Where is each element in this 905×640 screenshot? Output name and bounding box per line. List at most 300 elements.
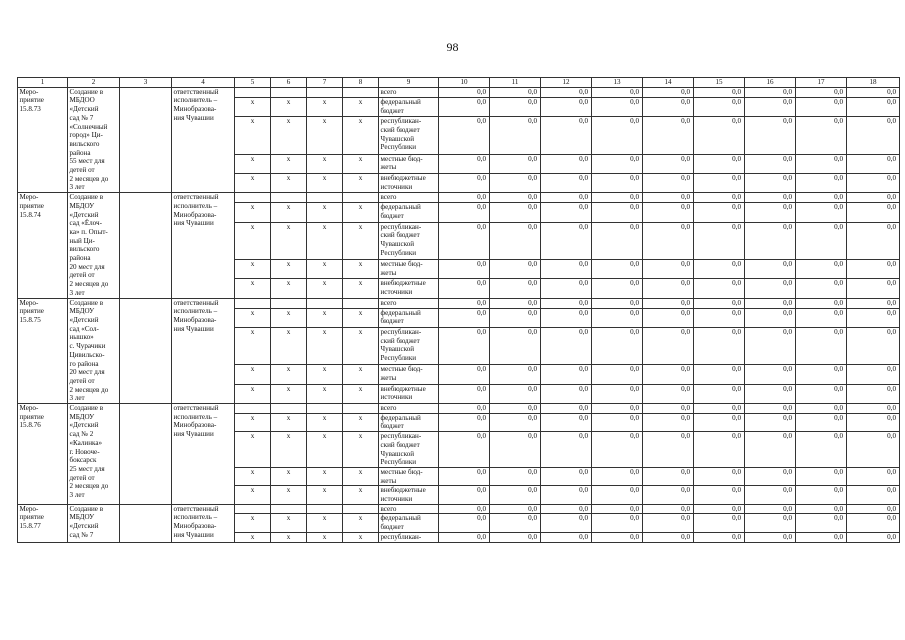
value-cell: 0,0 [847,222,900,259]
value-cell: 0,0 [643,532,694,542]
value-cell: 0,0 [439,514,490,532]
code-cell: x [307,117,343,154]
measure-id-cell: Меро- приятие 15.8.77 [18,504,68,542]
value-cell: 0,0 [592,279,643,298]
value-cell: 0,0 [694,117,745,154]
code-cell [343,193,379,203]
empty-cell [120,87,172,192]
value-cell: 0,0 [643,327,694,364]
code-cell: x [271,308,307,327]
value-cell: 0,0 [745,486,796,504]
code-cell [271,193,307,203]
value-cell: 0,0 [439,308,490,327]
value-cell: 0,0 [439,279,490,298]
code-cell [271,504,307,514]
funding-source-cell: местные бюд- жеты [379,467,439,485]
executor-cell: ответственный исполнитель – Минобразова- ния Чувашии [172,87,235,192]
value-cell: 0,0 [796,193,847,203]
value-cell: 0,0 [847,193,900,203]
column-header: 2 [68,78,120,88]
code-cell: x [235,384,271,403]
code-cell: x [235,486,271,504]
code-cell [271,404,307,414]
value-cell: 0,0 [541,260,592,279]
value-cell: 0,0 [694,154,745,173]
value-cell: 0,0 [694,467,745,485]
measure-name-cell: Создание в МБДОО «Детский сад № 7 «Солнечный город» Ци- вильского района 55 мест для детей от 2 месяцев до 3 лет [68,87,120,192]
code-cell: x [307,467,343,485]
value-cell: 0,0 [541,222,592,259]
value-cell: 0,0 [745,413,796,431]
code-cell: x [235,532,271,542]
value-cell: 0,0 [643,308,694,327]
value-cell: 0,0 [592,384,643,403]
code-cell: x [271,173,307,192]
value-cell: 0,0 [541,173,592,192]
value-cell: 0,0 [796,203,847,222]
value-cell: 0,0 [745,193,796,203]
value-cell: 0,0 [490,173,541,192]
value-cell: 0,0 [643,87,694,97]
value-cell: 0,0 [796,260,847,279]
value-cell: 0,0 [592,173,643,192]
value-cell: 0,0 [592,413,643,431]
code-cell: x [271,154,307,173]
value-cell: 0,0 [439,298,490,308]
value-cell: 0,0 [694,504,745,514]
code-cell [343,504,379,514]
value-cell: 0,0 [745,467,796,485]
value-cell: 0,0 [694,404,745,414]
value-cell: 0,0 [541,97,592,116]
value-cell: 0,0 [592,298,643,308]
value-cell: 0,0 [694,193,745,203]
column-header: 8 [343,78,379,88]
value-cell: 0,0 [847,308,900,327]
code-cell: x [235,117,271,154]
value-cell: 0,0 [541,327,592,364]
value-cell: 0,0 [694,279,745,298]
code-cell: x [307,327,343,364]
value-cell: 0,0 [541,279,592,298]
value-cell: 0,0 [643,467,694,485]
column-header: 7 [307,78,343,88]
value-cell: 0,0 [643,365,694,384]
value-cell: 0,0 [796,279,847,298]
value-cell: 0,0 [490,365,541,384]
value-cell: 0,0 [694,308,745,327]
value-cell: 0,0 [694,222,745,259]
value-cell: 0,0 [541,467,592,485]
value-cell: 0,0 [796,154,847,173]
value-cell: 0,0 [745,87,796,97]
code-cell: x [235,97,271,116]
code-cell [307,404,343,414]
code-cell: x [271,279,307,298]
code-cell: x [343,514,379,532]
code-cell [343,404,379,414]
code-cell: x [271,365,307,384]
value-cell: 0,0 [541,384,592,403]
value-cell: 0,0 [847,203,900,222]
executor-cell: ответственный исполнитель – Минобразова- ния Чувашии [172,504,235,542]
value-cell: 0,0 [541,404,592,414]
value-cell: 0,0 [796,97,847,116]
empty-cell [120,193,172,298]
table-row [18,193,900,203]
value-cell: 0,0 [541,532,592,542]
value-cell: 0,0 [439,203,490,222]
table-row [18,504,900,514]
value-cell: 0,0 [490,308,541,327]
value-cell: 0,0 [847,504,900,514]
value-cell: 0,0 [847,467,900,485]
code-cell: x [343,327,379,364]
code-cell: x [235,279,271,298]
empty-cell [120,504,172,542]
code-cell: x [235,260,271,279]
value-cell: 0,0 [439,467,490,485]
value-cell: 0,0 [847,173,900,192]
column-header: 1 [18,78,68,88]
value-cell: 0,0 [490,532,541,542]
value-cell: 0,0 [490,193,541,203]
code-cell: x [271,222,307,259]
column-header: 6 [271,78,307,88]
value-cell: 0,0 [643,432,694,468]
value-cell: 0,0 [541,154,592,173]
code-cell: x [307,514,343,532]
funding-source-cell: федеральный бюджет [379,97,439,116]
value-cell: 0,0 [541,203,592,222]
value-cell: 0,0 [541,193,592,203]
value-cell: 0,0 [643,514,694,532]
value-cell: 0,0 [745,365,796,384]
code-cell: x [235,432,271,468]
value-cell: 0,0 [439,117,490,154]
code-cell [271,298,307,308]
value-cell: 0,0 [745,260,796,279]
funding-source-cell: всего [379,298,439,308]
value-cell: 0,0 [745,514,796,532]
value-cell: 0,0 [592,327,643,364]
value-cell: 0,0 [745,384,796,403]
value-cell: 0,0 [694,260,745,279]
code-cell: x [235,222,271,259]
value-cell: 0,0 [745,117,796,154]
value-cell: 0,0 [796,532,847,542]
value-cell: 0,0 [847,404,900,414]
value-cell: 0,0 [796,467,847,485]
value-cell: 0,0 [643,117,694,154]
code-cell: x [235,365,271,384]
value-cell: 0,0 [490,486,541,504]
funding-source-cell: федеральный бюджет [379,514,439,532]
value-cell: 0,0 [490,413,541,431]
value-cell: 0,0 [439,260,490,279]
value-cell: 0,0 [745,404,796,414]
funding-source-cell: местные бюд- жеты [379,154,439,173]
funding-source-cell: республикан- [379,532,439,542]
value-cell: 0,0 [847,298,900,308]
code-cell: x [343,365,379,384]
funding-source-cell: федеральный бюджет [379,203,439,222]
value-cell: 0,0 [694,432,745,468]
table-body [18,87,900,542]
value-cell: 0,0 [847,87,900,97]
executor-cell: ответственный исполнитель – Минобразова- ния Чувашии [172,193,235,298]
code-cell: x [271,327,307,364]
code-cell: x [307,432,343,468]
value-cell: 0,0 [541,298,592,308]
code-cell: x [307,260,343,279]
value-cell: 0,0 [592,222,643,259]
value-cell: 0,0 [592,308,643,327]
value-cell: 0,0 [439,173,490,192]
value-cell: 0,0 [643,404,694,414]
code-cell: x [343,117,379,154]
value-cell: 0,0 [643,97,694,116]
value-cell: 0,0 [541,514,592,532]
value-cell: 0,0 [541,87,592,97]
value-cell: 0,0 [694,97,745,116]
code-cell: x [307,413,343,431]
funding-source-cell: всего [379,404,439,414]
funding-source-cell: республикан- ский бюджет Чувашской Республики [379,222,439,259]
code-cell: x [271,486,307,504]
value-cell: 0,0 [439,404,490,414]
value-cell: 0,0 [643,260,694,279]
value-cell: 0,0 [847,432,900,468]
code-cell: x [271,97,307,116]
code-cell [235,298,271,308]
value-cell: 0,0 [694,298,745,308]
code-cell: x [343,203,379,222]
funding-source-cell: внебюджетные источники [379,279,439,298]
code-cell: x [307,154,343,173]
code-cell: x [343,532,379,542]
code-cell: x [235,173,271,192]
value-cell: 0,0 [745,504,796,514]
funding-source-cell: местные бюд- жеты [379,365,439,384]
funding-source-cell: внебюджетные источники [379,486,439,504]
value-cell: 0,0 [541,432,592,468]
code-cell: x [343,260,379,279]
funding-source-cell: федеральный бюджет [379,413,439,431]
measure-id-cell: Меро- приятие 15.8.75 [18,298,68,403]
code-cell: x [307,532,343,542]
value-cell: 0,0 [592,404,643,414]
value-cell: 0,0 [439,154,490,173]
column-header: 17 [796,78,847,88]
value-cell: 0,0 [592,486,643,504]
value-cell: 0,0 [439,365,490,384]
value-cell: 0,0 [592,117,643,154]
code-cell [235,504,271,514]
funding-source-cell: внебюджетные источники [379,384,439,403]
value-cell: 0,0 [643,203,694,222]
value-cell: 0,0 [541,413,592,431]
value-cell: 0,0 [745,532,796,542]
code-cell: x [343,432,379,468]
value-cell: 0,0 [796,384,847,403]
value-cell: 0,0 [745,308,796,327]
value-cell: 0,0 [490,87,541,97]
code-cell: x [271,514,307,532]
value-cell: 0,0 [643,279,694,298]
value-cell: 0,0 [745,432,796,468]
value-cell: 0,0 [847,384,900,403]
code-cell [307,298,343,308]
empty-cell [120,298,172,403]
funding-source-cell: республикан- ский бюджет Чувашской Республики [379,327,439,364]
value-cell: 0,0 [745,222,796,259]
code-cell: x [271,432,307,468]
code-cell: x [307,308,343,327]
column-header: 13 [592,78,643,88]
code-cell: x [235,154,271,173]
value-cell: 0,0 [541,117,592,154]
measure-name-cell: Создание в МБДОУ «Детский сад № 7 [68,504,120,542]
column-header: 5 [235,78,271,88]
column-header: 11 [490,78,541,88]
value-cell: 0,0 [847,117,900,154]
table-row [18,404,900,414]
code-cell: x [307,203,343,222]
value-cell: 0,0 [745,327,796,364]
column-header: 14 [643,78,694,88]
code-cell: x [307,279,343,298]
value-cell: 0,0 [796,486,847,504]
measure-name-cell: Создание в МБДОУ «Детский сад «Ёлоч- ка» п. Опыт- ный Ци- вильского района 20 мест для детей от 2 месяцев до 3 лет [68,193,120,298]
value-cell: 0,0 [592,87,643,97]
value-cell: 0,0 [694,384,745,403]
value-cell: 0,0 [490,327,541,364]
value-cell: 0,0 [847,97,900,116]
value-cell: 0,0 [847,260,900,279]
value-cell: 0,0 [439,432,490,468]
value-cell: 0,0 [592,514,643,532]
value-cell: 0,0 [643,298,694,308]
value-cell: 0,0 [490,504,541,514]
code-cell: x [235,203,271,222]
value-cell: 0,0 [847,365,900,384]
executor-cell: ответственный исполнитель – Минобразова- ния Чувашии [172,404,235,505]
value-cell: 0,0 [847,279,900,298]
code-cell: x [271,260,307,279]
value-cell: 0,0 [592,260,643,279]
value-cell: 0,0 [694,413,745,431]
code-cell [235,87,271,97]
value-cell: 0,0 [592,432,643,468]
code-cell: x [235,514,271,532]
value-cell: 0,0 [490,384,541,403]
value-cell: 0,0 [490,404,541,414]
value-cell: 0,0 [796,504,847,514]
value-cell: 0,0 [745,97,796,116]
value-cell: 0,0 [490,117,541,154]
value-cell: 0,0 [694,486,745,504]
code-cell [343,87,379,97]
value-cell: 0,0 [694,327,745,364]
funding-source-cell: республикан- ский бюджет Чувашской Республики [379,432,439,468]
value-cell: 0,0 [439,413,490,431]
code-cell: x [307,222,343,259]
value-cell: 0,0 [796,413,847,431]
code-cell: x [343,384,379,403]
value-cell: 0,0 [490,432,541,468]
code-cell: x [343,222,379,259]
code-cell: x [235,327,271,364]
value-cell: 0,0 [643,413,694,431]
measure-name-cell: Создание в МБДОУ «Детский сад № 2 «Калинка» г. Новоче- боксарск 25 мест для детей от 2 месяцев до 3 лет [68,404,120,505]
value-cell: 0,0 [847,532,900,542]
value-cell: 0,0 [643,173,694,192]
code-cell: x [271,532,307,542]
code-cell [307,87,343,97]
code-cell: x [307,365,343,384]
code-cell: x [235,467,271,485]
value-cell: 0,0 [796,404,847,414]
value-cell: 0,0 [847,413,900,431]
value-cell: 0,0 [694,87,745,97]
column-header: 9 [379,78,439,88]
value-cell: 0,0 [694,514,745,532]
value-cell: 0,0 [847,154,900,173]
value-cell: 0,0 [745,173,796,192]
code-cell: x [343,279,379,298]
value-cell: 0,0 [592,154,643,173]
code-cell: x [271,203,307,222]
value-cell: 0,0 [643,384,694,403]
funding-source-cell: местные бюд- жеты [379,260,439,279]
executor-cell: ответственный исполнитель – Минобразова- ния Чувашии [172,298,235,403]
measure-name-cell: Создание в МБДОУ «Детский сад «Сол- нышко» с. Чурачики Цивильско- го района 20 мест для детей от 2 месяцев до 3 лет [68,298,120,403]
value-cell: 0,0 [796,327,847,364]
table-row [18,87,900,97]
column-header: 16 [745,78,796,88]
value-cell: 0,0 [490,203,541,222]
code-cell: x [271,413,307,431]
code-cell: x [343,467,379,485]
code-cell [271,87,307,97]
funding-source-cell: всего [379,193,439,203]
code-cell: x [307,384,343,403]
budget-table [17,77,900,543]
code-cell: x [307,173,343,192]
code-cell: x [271,384,307,403]
value-cell: 0,0 [796,87,847,97]
measure-id-cell: Меро- приятие 15.8.76 [18,404,68,505]
column-header: 3 [120,78,172,88]
value-cell: 0,0 [592,504,643,514]
code-cell: x [343,97,379,116]
value-cell: 0,0 [439,222,490,259]
value-cell: 0,0 [694,203,745,222]
value-cell: 0,0 [796,117,847,154]
value-cell: 0,0 [796,308,847,327]
value-cell: 0,0 [592,532,643,542]
empty-cell [120,404,172,505]
value-cell: 0,0 [541,365,592,384]
column-header: 4 [172,78,235,88]
value-cell: 0,0 [439,504,490,514]
column-header: 12 [541,78,592,88]
column-number-row [18,78,900,88]
value-cell: 0,0 [745,279,796,298]
value-cell: 0,0 [439,97,490,116]
value-cell: 0,0 [745,298,796,308]
